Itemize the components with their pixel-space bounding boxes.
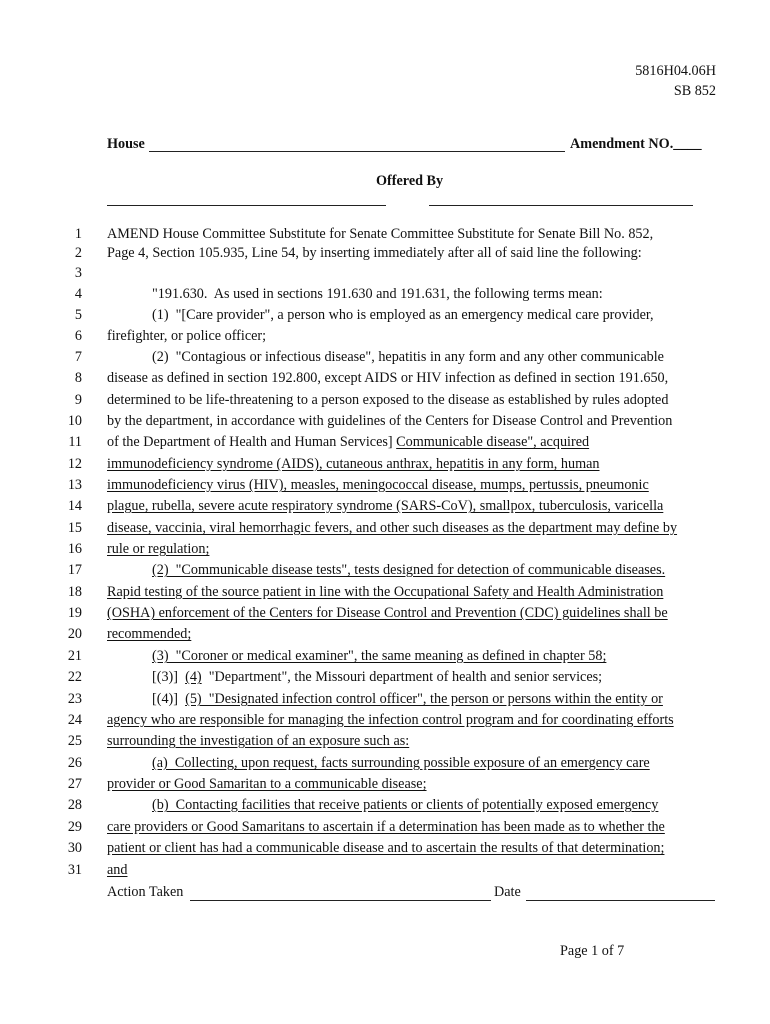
- inserted-text: rule or regulation;: [107, 541, 210, 557]
- text-segment: [(3)]: [152, 669, 186, 685]
- page-number: Page 1 of 7: [560, 943, 625, 959]
- text-segment: (1) "[Care provider", a person who is employed as an emergency medical care provider,: [152, 307, 654, 323]
- offered-by-blank-right: [429, 205, 693, 206]
- inserted-text: Rapid testing of the source patient in line with the Occupational Safety and Health Administration: [107, 584, 664, 600]
- inserted-text: care providers or Good Samaritans to ascertain if a determination has been made as to whether the: [107, 819, 665, 835]
- inserted-text: (3) "Coroner or medical examiner", the same meaning as defined in chapter 58;: [152, 648, 607, 664]
- line-number: 18: [67, 584, 82, 600]
- inserted-text: surrounding the investigation of an exposure such as:: [107, 733, 410, 749]
- amendment-text-line: [152, 562, 665, 579]
- inserted-text: (4): [185, 669, 202, 685]
- action-taken-blank-line: [190, 900, 491, 901]
- text-segment: firefighter, or police officer;: [107, 328, 267, 344]
- text-segment: (2) "Contagious or infectious disease", hepatitis in any form and any other communicable: [152, 349, 664, 365]
- amendment-text-line: [152, 669, 602, 686]
- amendment-text-line: [107, 733, 409, 750]
- amendment-text-line: [107, 456, 600, 473]
- text-segment: determined to be life-threatening to a person exposed to the disease as established by rules adopted: [107, 392, 669, 408]
- text-segment: disease as defined in section 192.800, except AIDS or HIV infection as defined in section 191.650,: [107, 370, 669, 386]
- amendment-text-line: [107, 584, 663, 601]
- amendment-text-line: [107, 840, 664, 857]
- line-number: 23: [67, 691, 82, 707]
- offered-by-label: Offered By: [376, 173, 444, 189]
- line-number: 12: [67, 456, 82, 472]
- amendment-text-line: [107, 605, 668, 622]
- amendment-text-line: [152, 755, 650, 772]
- line-number: 8: [74, 370, 82, 386]
- bill-number: SB 852: [673, 83, 716, 99]
- amendment-text-line: [107, 498, 663, 515]
- inserted-text: immunodeficiency virus (HIV), measles, meningococcal disease, mumps, pertussis, pneumonic: [107, 477, 649, 493]
- line-number: 3: [74, 265, 82, 281]
- line-number: 28: [67, 797, 82, 813]
- line-number: 24: [67, 712, 82, 728]
- inserted-text: (a) Collecting, upon request, facts surrounding possible exposure of an emergency care: [152, 755, 650, 771]
- line-number: 20: [67, 626, 82, 642]
- amendment-text-line: [107, 626, 191, 643]
- amendment-text-line: [152, 349, 664, 366]
- amendment-text-line: [152, 307, 654, 324]
- offered-by-blank-left: [107, 205, 386, 206]
- text-segment: [(4)]: [152, 691, 186, 707]
- line-number: 25: [67, 733, 82, 749]
- amendment-text-line: [107, 392, 668, 409]
- house-blank-line: [149, 151, 565, 152]
- date-label: Date: [494, 884, 521, 900]
- amendment-text-line: [107, 226, 653, 243]
- text-segment: "191.630. As used in sections 191.630 and 191.631, the following terms mean:: [152, 286, 603, 302]
- amendment-text-line: [152, 691, 663, 708]
- line-number: 1: [74, 226, 82, 242]
- text-segment: Page 4, Section 105.935, Line 54, by inserting immediately after all of said line the following:: [107, 245, 642, 261]
- inserted-text: (b) Contacting facilities that receive patients or clients of potentially exposed emergency: [152, 797, 659, 813]
- amendment-text-line: [107, 328, 266, 345]
- text-segment: "Department", the Missouri department of health and senior services;: [201, 669, 603, 685]
- inserted-text: disease, vaccinia, viral hemorrhagic fevers, and other such diseases as the department may define by: [107, 520, 678, 536]
- line-number: 9: [74, 392, 82, 408]
- inserted-text: recommended;: [107, 626, 192, 642]
- amendment-text-line: [107, 245, 642, 262]
- inserted-text: (OSHA) enforcement of the Centers for Disease Control and Prevention (CDC) guidelines shall be: [107, 605, 668, 621]
- inserted-text: (5) "Designated infection control officer", the person or persons within the entity or: [185, 691, 663, 707]
- inserted-text: agency who are responsible for managing the infection control program and for coordinating efforts: [107, 712, 674, 728]
- line-number: 16: [67, 541, 82, 557]
- amendment-text-line: [107, 541, 209, 558]
- line-number: 7: [74, 349, 82, 365]
- inserted-text: patient or client has had a communicable disease and to ascertain the results of that determination;: [107, 840, 665, 856]
- amendment-text-line: [107, 477, 649, 494]
- text-segment: AMEND House Committee Substitute for Senate Committee Substitute for Senate Bill No. 852,: [107, 226, 654, 242]
- line-number: 26: [67, 755, 82, 771]
- amendment-text-line: [107, 434, 589, 451]
- line-number: 29: [67, 819, 82, 835]
- line-number: 17: [67, 562, 82, 578]
- line-number: 14: [67, 498, 82, 514]
- date-blank-line: [526, 900, 715, 901]
- house-label: House: [107, 136, 145, 152]
- amendment-text-line: [107, 370, 668, 387]
- document-id: 5816H04.06H: [635, 63, 716, 79]
- amendment-text-line: [152, 797, 658, 814]
- line-number: 27: [67, 776, 82, 792]
- line-number: 4: [74, 286, 82, 302]
- line-number: 6: [74, 328, 82, 344]
- amendment-text-line: [107, 819, 665, 836]
- line-number: 13: [67, 477, 82, 493]
- inserted-text: provider or Good Samaritan to a communicable disease;: [107, 776, 427, 792]
- inserted-text: (2) "Communicable disease tests", tests designed for detection of communicable diseases.: [152, 562, 666, 578]
- inserted-text: and: [107, 862, 128, 878]
- line-number: 15: [67, 520, 82, 536]
- line-number: 5: [74, 307, 82, 323]
- text-segment: by the department, in accordance with guidelines of the Centers for Disease Control and Prevention: [107, 413, 673, 429]
- inserted-text: immunodeficiency syndrome (AIDS), cutaneous anthrax, hepatitis in any form, human: [107, 456, 600, 472]
- line-number: 30: [67, 840, 82, 856]
- line-number: 19: [67, 605, 82, 621]
- amendment-text-line: [107, 520, 677, 537]
- text-segment: of the Department of Health and Human Services]: [107, 434, 397, 450]
- amendment-text-line: [107, 776, 427, 793]
- amendment-number-label: Amendment NO.____: [570, 136, 702, 152]
- amendment-text-line: [107, 712, 674, 729]
- inserted-text: plague, rubella, severe acute respiratory syndrome (SARS-CoV), smallpox, tuberculosis, varicella: [107, 498, 664, 514]
- line-number: 21: [67, 648, 82, 664]
- amendment-text-line: [107, 862, 128, 879]
- action-taken-label: Action Taken: [107, 884, 184, 900]
- amendment-text-line: [107, 413, 672, 430]
- line-number: 22: [67, 669, 82, 685]
- amendment-text-line: [152, 286, 603, 303]
- line-number: 2: [74, 245, 82, 261]
- line-number: 10: [67, 413, 82, 429]
- line-number: 31: [67, 862, 82, 878]
- inserted-text: Communicable disease", acquired: [396, 434, 590, 450]
- amendment-text-line: [152, 648, 606, 665]
- line-number: 11: [68, 434, 82, 450]
